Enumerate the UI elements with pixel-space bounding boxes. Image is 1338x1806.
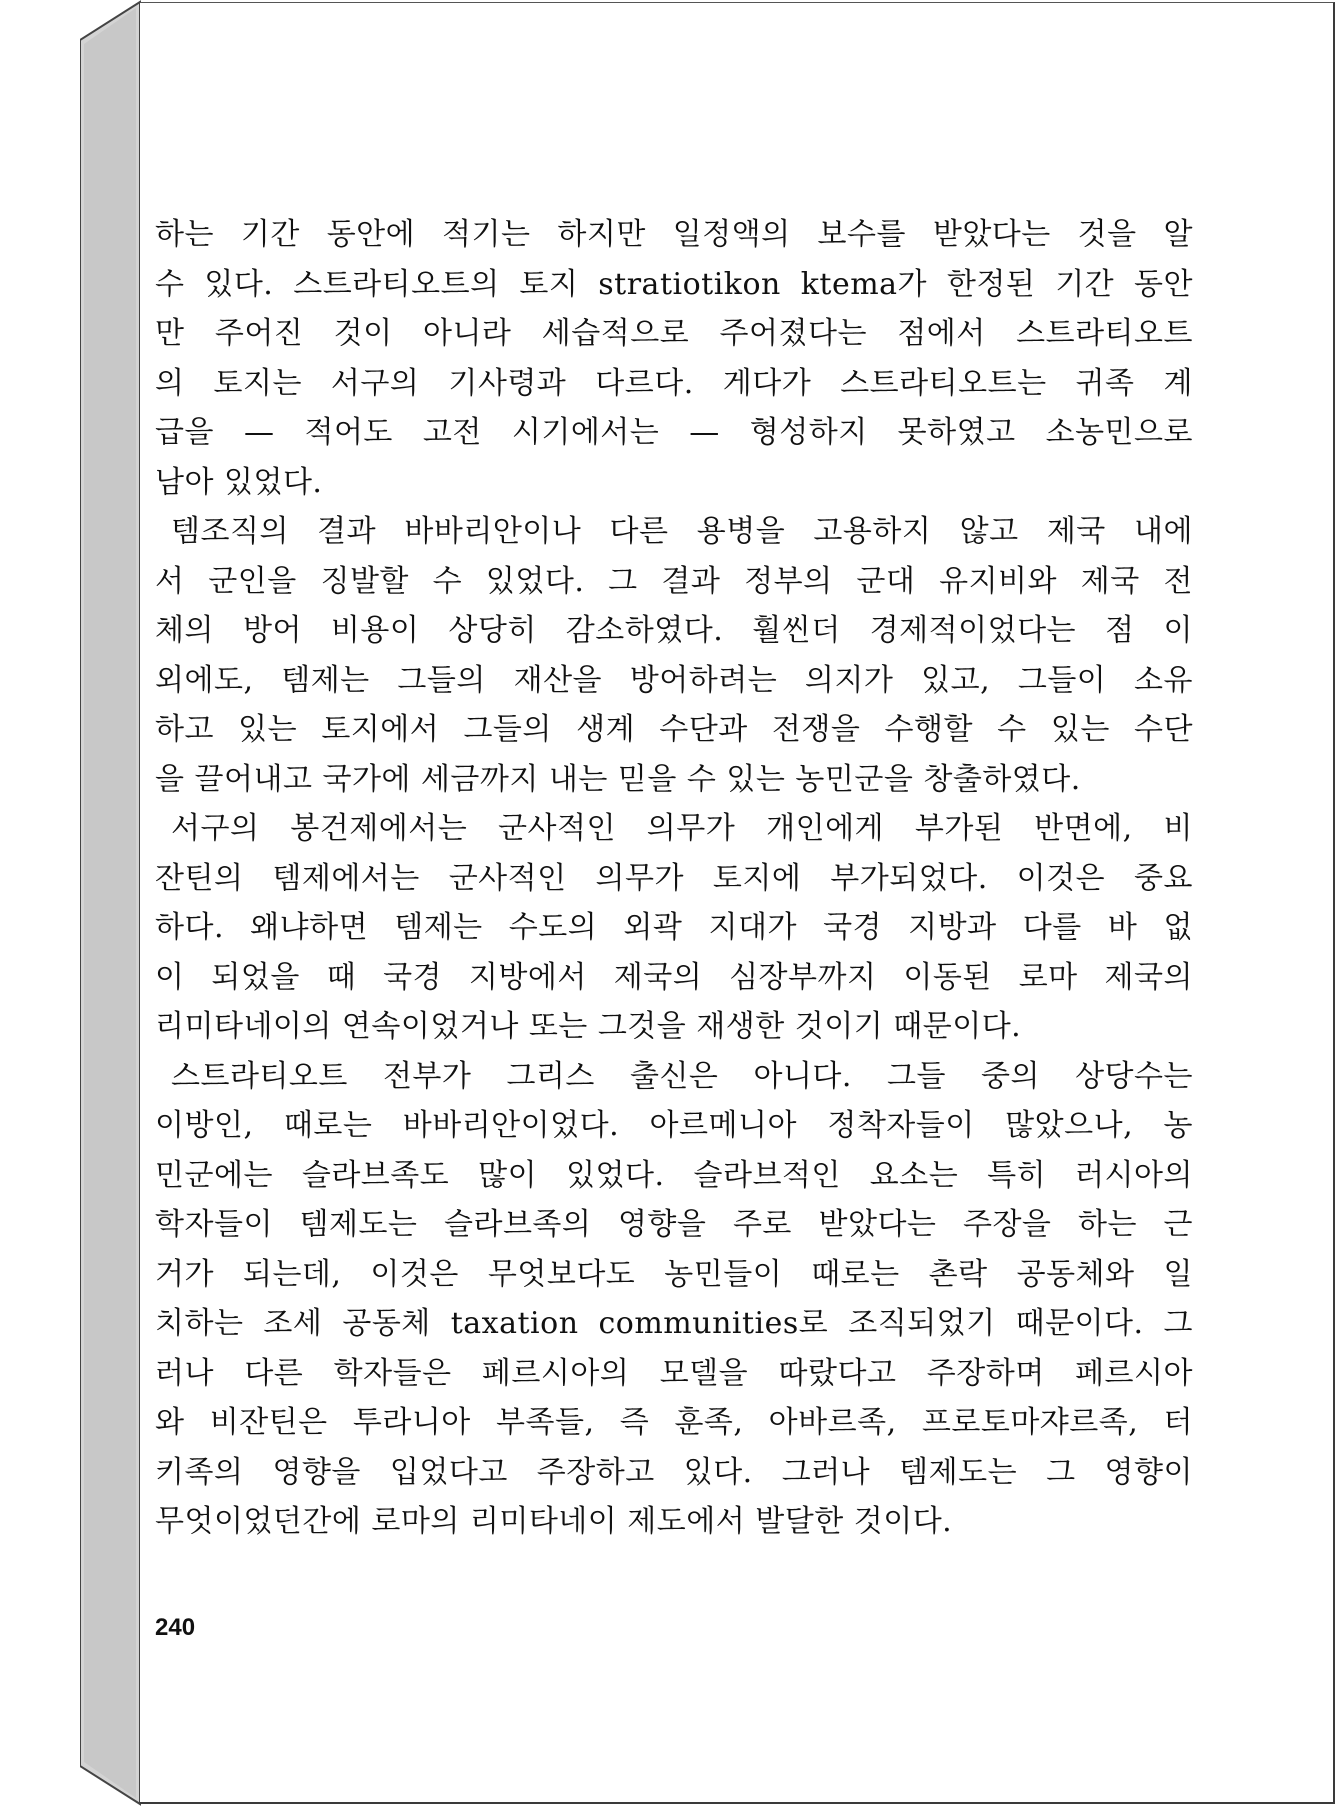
paragraph — [155, 804, 1193, 1052]
text-line: 남아 있었다. — [155, 464, 323, 500]
text-line: 템조직의 결과 바바리안이나 다른 용병을 고용하지 않고 제국 내에 — [171, 514, 1193, 549]
book-edge — [80, 0, 144, 1806]
text-line: 외에도, 템제는 그들의 재산을 방어하려는 의지가 있고, 그들이 소유 — [155, 662, 1193, 698]
text-line: 급을 — 적어도 고전 시기에서는 — 형성하지 못하였고 소농민으로 — [155, 415, 1193, 450]
text-line: 러나 다른 학자들은 페르시아의 모델을 따랐다고 주장하며 페르시아 — [155, 1355, 1193, 1391]
text-line: 잔틴의 템제에서는 군사적인 의무가 토지에 부가되었다. 이것은 중요 — [155, 860, 1193, 896]
text-line: 스트라티오트 전부가 그리스 출신은 아니다. 그들 중의 상당수는 — [171, 1058, 1193, 1094]
text-line: 하는 기간 동안에 적기는 하지만 일정액의 보수를 받았다는 것을 알 — [155, 217, 1193, 252]
text-line: 이방인, 때로는 바바리안이었다. 아르메니아 정착자들이 많았으나, 농 — [155, 1108, 1193, 1143]
text-line: 수 있다. 스트라티오트의 토지 stratiotikon ktema가 한정된 기간 동안 — [155, 266, 1193, 302]
text-line: 민군에는 슬라브족도 많이 있었다. 슬라브적인 요소는 특히 러시아의 — [155, 1157, 1193, 1193]
text-line: 서구의 봉건제에서는 군사적인 의무가 개인에게 부가된 반면에, 비 — [171, 811, 1193, 846]
text-line: 하고 있는 토지에서 그들의 생계 수단과 전쟁을 수행할 수 있는 수단 — [155, 712, 1193, 747]
text-line: 의 토지는 서구의 기사령과 다르다. 게다가 스트라티오트는 귀족 계 — [155, 365, 1193, 401]
paragraph — [155, 1052, 1193, 1547]
text-line: 키족의 영향을 입었다고 주장하고 있다. 그러나 템제도는 그 영향이 — [155, 1454, 1193, 1490]
text-line: 거가 되는데, 이것은 무엇보다도 농민들이 때로는 촌락 공동체와 일 — [155, 1256, 1193, 1292]
text-line: 치하는 조세 공동체 taxation communities로 조직되었기 때문이다. 그 — [155, 1306, 1193, 1341]
text-line: 무엇이었던간에 로마의 리미타네이 제도에서 발달한 것이다. — [155, 1504, 953, 1539]
text-line: 체의 방어 비용이 상당히 감소하였다. 훨씬더 경제적이었다는 점 이 — [155, 613, 1193, 648]
text-line: 이 되었을 때 국경 지방에서 제국의 심장부까지 이동된 로마 제국의 — [155, 959, 1193, 995]
text-line: 리미타네이의 연속이었거나 또는 그것을 재생한 것이기 때문이다. — [155, 1009, 1022, 1044]
text-line: 만 주어진 것이 아니라 세습적으로 주어졌다는 점에서 스트라티오트 — [155, 316, 1193, 351]
paragraph — [155, 507, 1193, 804]
text-line: 하다. 왜냐하면 템제는 수도의 외곽 지대가 국경 지방과 다를 바 없 — [155, 910, 1193, 945]
text-line: 서 군인을 징발할 수 있었다. 그 결과 정부의 군대 유지비와 제국 전 — [155, 563, 1193, 599]
text-line: 와 비잔틴은 투라니아 부족들, 즉 훈족, 아바르족, 프로토마쟈르족, 터 — [155, 1405, 1193, 1440]
page-body-text — [155, 210, 1193, 1547]
paragraph — [155, 210, 1193, 507]
text-line: 을 끌어내고 국가에 세금까지 내는 믿을 수 있는 농민군을 창출하였다. — [155, 761, 1081, 797]
text-line: 학자들이 템제도는 슬라브족의 영향을 주로 받았다는 주장을 하는 근 — [155, 1207, 1193, 1242]
page-number: 240 — [155, 1614, 196, 1641]
